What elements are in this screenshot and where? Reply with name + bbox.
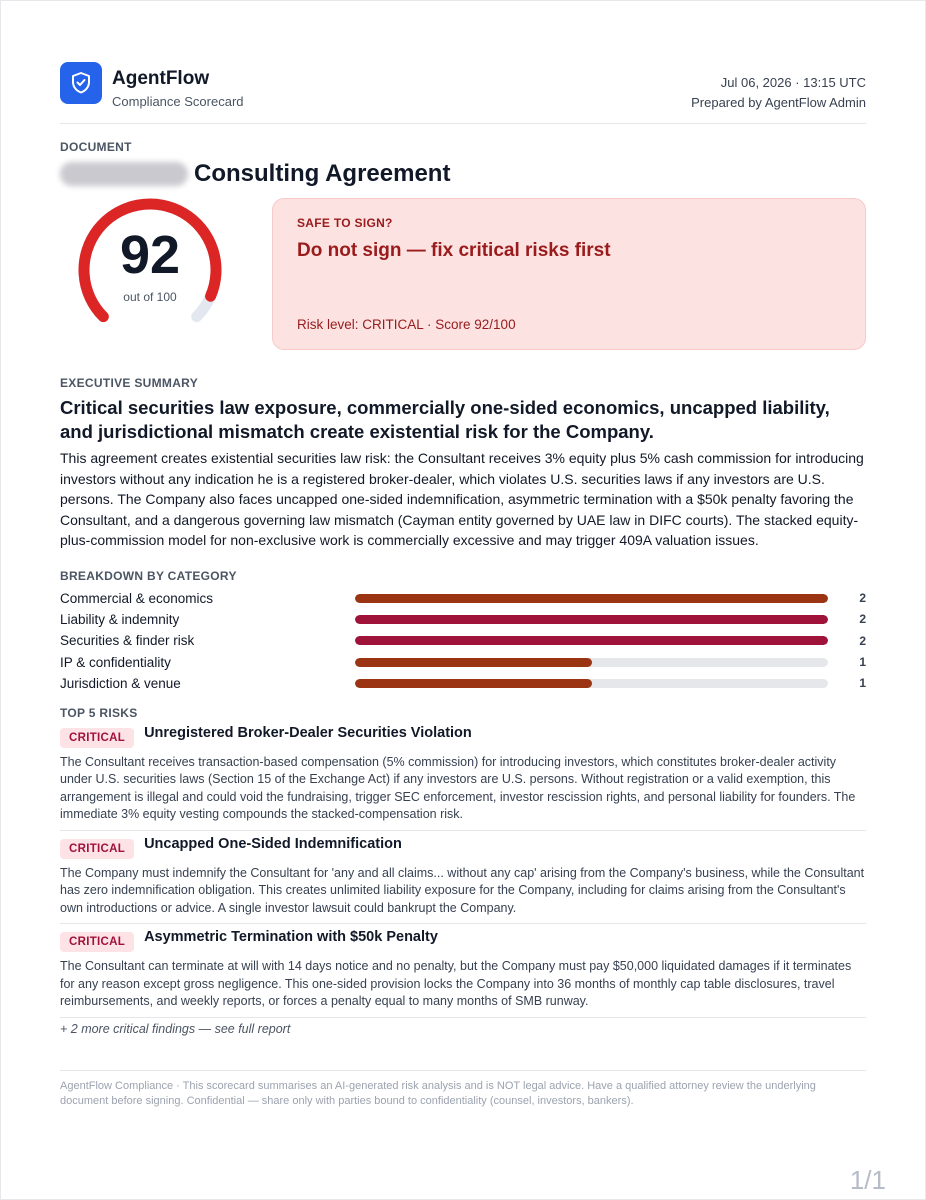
executive-summary-headline: Critical securities law exposure, commercially one-sided economics, uncapped liability, and jurisdictional mismatch create existential risk for the Company. [60,397,830,442]
category-count: 2 [859,633,866,648]
category-bar-track [355,679,828,688]
risk-header [60,928,866,952]
risk-description: The Consultant receives transaction-based compensation (5% commission) for introducing investors, which constitutes broker-dealer activity under U.S. securities laws (Section 15 of the Exchange Act) if any investors are U.S. persons. Without registration or a valid exemption, this arrangement is illegal and could void the fundraising, trigger SEC enforcement, investor rescission rights, and personal liability for founders. The immediate 3% equity vesting compounds the stacked-compensation risk. [60,754,856,822]
category-bar-track [355,615,828,624]
redacted-party-name [60,162,188,186]
brand [60,62,244,109]
category-bar-track [355,636,828,645]
document-title-row [60,160,866,188]
category-row [60,651,866,672]
top-risks-label: TOP 5 RISKS [60,705,138,720]
severity-badge: CRITICAL [60,728,134,748]
category-name: Liability & indemnity [60,611,180,627]
category-breakdown [60,588,866,694]
risk-item [60,724,866,831]
category-bar-fill [355,594,828,603]
score-gauge [60,198,272,350]
category-count: 2 [859,591,866,606]
score-row [60,198,866,350]
risk-header [60,724,866,748]
brand-subtitle: Compliance Scorecard [112,94,244,109]
document-title: Consulting Agreement [194,160,451,187]
report-meta [691,73,866,113]
category-row [60,588,866,609]
category-bar-fill [355,636,828,645]
category-count: 2 [859,612,866,627]
risk-level: Risk level: CRITICAL · Score 92/100 [297,317,516,332]
risk-item [60,835,866,925]
report-header [60,62,866,124]
risk-header [60,835,866,859]
scorecard-page [60,62,866,1110]
category-row [60,630,866,651]
category-row [60,673,866,694]
risk-title: Unregistered Broker-Dealer Securities Violation [144,724,472,741]
category-name: Jurisdiction & venue [60,675,181,691]
report-date: Jul 06, 2026 · 13:15 UTC [720,75,866,90]
verdict-label: SAFE TO SIGN? [297,216,393,230]
shield-check-icon [60,62,102,104]
severity-badge: CRITICAL [60,839,134,859]
more-findings-note: + 2 more critical findings — see full report [60,1021,291,1036]
score-value: 92 [119,225,181,285]
executive-summary-body: This agreement creates existential securities law risk: the Consultant receives 3% equity plus 5% cash commission for introducing investors without any indication he is a registered broker-dealer, which violates U.S. securities laws if any investors are U.S. persons. The Company also faces uncapped one-sided indemnification, asymmetric termination with a $50k penalty favoring the Consultant, and a dangerous governing law mismatch (Cayman entity governed by UAE law in DIFC courts). The stacked equity-plus-commission model for non-exclusive work is commercially excessive and may trigger 409A valuation issues. [60,450,864,548]
risk-title: Uncapped One-Sided Indemnification [144,835,402,852]
category-name: IP & confidentiality [60,654,171,670]
category-name: Commercial & economics [60,590,214,606]
category-bar-fill [355,615,828,624]
verdict-title: Do not sign — fix critical risks first [297,240,611,261]
prepared-by: Prepared by AgentFlow Admin [691,95,866,110]
category-bar-fill [355,658,592,667]
disclaimer-footer: AgentFlow Compliance · This scorecard summarises an AI-generated risk analysis and is NOT legal advice. Have a qualified attorney review the underlying document before signing. Confidential — share only with parties bound to confidentiality (counsel, investors, bankers). [60,1079,816,1108]
category-count: 1 [859,655,866,670]
breakdown-label: BREAKDOWN BY CATEGORY [60,568,237,583]
category-count: 1 [859,676,866,691]
category-row [60,609,866,630]
severity-badge: CRITICAL [60,932,134,952]
document-label: DOCUMENT [60,140,132,154]
score-caption: out of 100 [123,290,177,304]
category-bar-fill [355,679,592,688]
risk-description: The Company must indemnify the Consultant for 'any and all claims... without any cap' arising from the Company's business, while the Consultant has zero indemnification obligation. This creates unlimited liability exposure for the Company, including for claims arising from the Consultant's own introductions or advice. A single investor lawsuit could bankrupt the Company. [60,865,865,915]
category-bar-track [355,658,828,667]
verdict-card [272,198,866,350]
category-name: Securities & finder risk [60,633,195,649]
risk-title: Asymmetric Termination with $50k Penalty [144,929,438,946]
brand-name: AgentFlow [112,68,210,89]
risk-item [60,928,866,1018]
executive-summary-label: EXECUTIVE SUMMARY [60,376,199,390]
category-bar-track [355,594,828,603]
footer-divider [60,1070,866,1071]
page-number: 1/1 [849,1165,886,1195]
risk-description: The Consultant can terminate at will with 14 days notice and no penalty, but the Company must pay $50,000 liquidated damages if it terminates for any reason except gross negligence. This one-sided provision locks the Company into 36 months of monthly cap table disclosures, travel reimbursements, and weekly reports, or forces a penalty equal to many months of SMB runway. [60,959,852,1009]
